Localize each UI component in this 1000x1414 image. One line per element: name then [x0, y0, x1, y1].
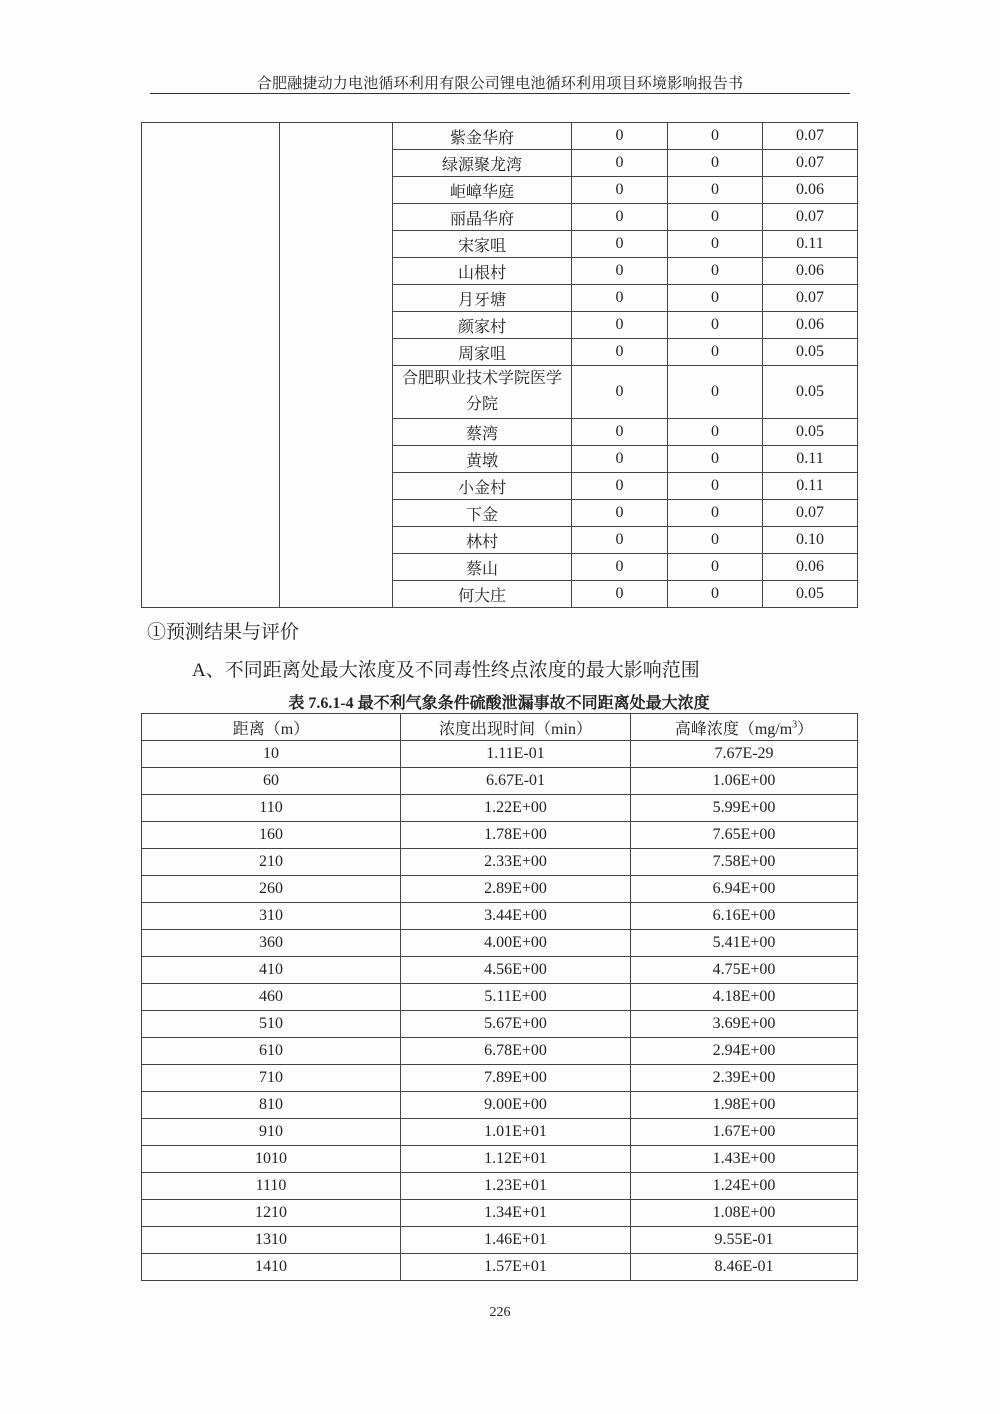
table-row — [142, 1092, 858, 1119]
value-3: 0.05 — [763, 581, 858, 608]
peak-cell: 7.58E+00 — [631, 849, 858, 876]
value-3: 0.05 — [763, 339, 858, 366]
peak-cell: 2.94E+00 — [631, 1038, 858, 1065]
table-row — [142, 795, 858, 822]
receptor-name: 紫金华府 — [393, 123, 572, 150]
time-cell: 1.78E+00 — [401, 822, 631, 849]
value-1: 0 — [572, 339, 668, 366]
time-cell: 1.11E-01 — [401, 741, 631, 768]
value-3: 0.06 — [763, 554, 858, 581]
header-rule — [150, 93, 850, 94]
value-2: 0 — [668, 177, 763, 204]
distance-cell: 360 — [142, 930, 401, 957]
table-row — [142, 1227, 858, 1254]
time-cell: 3.44E+00 — [401, 903, 631, 930]
blank-cell-b — [280, 123, 393, 608]
value-2: 0 — [668, 527, 763, 554]
receptor-name: 颜家村 — [393, 312, 572, 339]
distance-cell: 810 — [142, 1092, 401, 1119]
value-3: 0.11 — [763, 446, 858, 473]
header-distance: 距离（m） — [142, 714, 401, 741]
value-1: 0 — [572, 554, 668, 581]
receptor-name: 绿源聚龙湾 — [393, 150, 572, 177]
distance-cell: 1010 — [142, 1146, 401, 1173]
peak-cell: 6.94E+00 — [631, 876, 858, 903]
table-row — [142, 849, 858, 876]
time-cell: 1.46E+01 — [401, 1227, 631, 1254]
page-header: 合肥融捷动力电池循环利用有限公司锂电池循环利用项目环境影响报告书 — [256, 76, 744, 92]
value-2: 0 — [668, 339, 763, 366]
distance-cell: 410 — [142, 957, 401, 984]
peak-cell: 1.06E+00 — [631, 768, 858, 795]
max-concentration-table — [141, 713, 858, 1281]
table-caption: 表 7.6.1-4 最不利气象条件硫酸泄漏事故不同距离处最大浓度 — [288, 695, 710, 712]
blank-cell-a — [142, 123, 280, 608]
receptor-name: 岠嶂华庭 — [393, 177, 572, 204]
receptor-name: 月牙塘 — [393, 285, 572, 312]
table-row — [142, 741, 858, 768]
peak-cell: 7.67E-29 — [631, 741, 858, 768]
receptor-name: 下金 — [393, 500, 572, 527]
value-3: 0.11 — [763, 231, 858, 258]
value-3: 0.06 — [763, 258, 858, 285]
value-2: 0 — [668, 312, 763, 339]
table-row — [142, 957, 858, 984]
time-cell: 1.57E+01 — [401, 1254, 631, 1281]
value-1: 0 — [572, 500, 668, 527]
value-1: 0 — [572, 258, 668, 285]
peak-cell: 4.18E+00 — [631, 984, 858, 1011]
receptor-name: 何大庄 — [393, 581, 572, 608]
value-3: 0.05 — [763, 366, 858, 419]
value-1: 0 — [572, 312, 668, 339]
table-row — [142, 984, 858, 1011]
value-2: 0 — [668, 554, 763, 581]
time-cell: 9.00E+00 — [401, 1092, 631, 1119]
receptor-name: 合肥职业技术学院医学分院 — [393, 366, 572, 419]
table-row — [142, 903, 858, 930]
distance-cell: 510 — [142, 1011, 401, 1038]
time-cell: 1.23E+01 — [401, 1173, 631, 1200]
value-1: 0 — [572, 285, 668, 312]
distance-cell: 1410 — [142, 1254, 401, 1281]
peak-cell: 3.69E+00 — [631, 1011, 858, 1038]
distance-cell: 710 — [142, 1065, 401, 1092]
header-time: 浓度出现时间（min） — [401, 714, 631, 741]
peak-cell: 5.41E+00 — [631, 930, 858, 957]
value-2: 0 — [668, 231, 763, 258]
receptor-name: 林村 — [393, 527, 572, 554]
value-1: 0 — [572, 204, 668, 231]
distance-cell: 1310 — [142, 1227, 401, 1254]
value-3: 0.07 — [763, 500, 858, 527]
value-3: 0.11 — [763, 473, 858, 500]
time-cell: 1.01E+01 — [401, 1119, 631, 1146]
time-cell: 4.56E+00 — [401, 957, 631, 984]
table-row — [142, 1038, 858, 1065]
value-2: 0 — [668, 258, 763, 285]
value-2: 0 — [668, 419, 763, 446]
time-cell: 1.34E+01 — [401, 1200, 631, 1227]
value-2: 0 — [668, 150, 763, 177]
distance-cell: 210 — [142, 849, 401, 876]
value-3: 0.07 — [763, 123, 858, 150]
receptor-name: 周家咀 — [393, 339, 572, 366]
value-3: 0.10 — [763, 527, 858, 554]
value-2: 0 — [668, 473, 763, 500]
time-cell: 6.67E-01 — [401, 768, 631, 795]
receptor-name: 蔡湾 — [393, 419, 572, 446]
time-cell: 2.89E+00 — [401, 876, 631, 903]
time-cell: 7.89E+00 — [401, 1065, 631, 1092]
peak-cell: 1.08E+00 — [631, 1200, 858, 1227]
receptor-name: 小金村 — [393, 473, 572, 500]
subsection-heading: A、不同距离处最大浓度及不同毒性终点浓度的最大影响范围 — [192, 660, 700, 681]
table-row — [142, 822, 858, 849]
table-row — [142, 930, 858, 957]
distance-cell: 310 — [142, 903, 401, 930]
distance-cell: 260 — [142, 876, 401, 903]
value-1: 0 — [572, 366, 668, 419]
value-2: 0 — [668, 123, 763, 150]
distance-cell: 1210 — [142, 1200, 401, 1227]
value-1: 0 — [572, 123, 668, 150]
section-heading: ①预测结果与评价 — [147, 622, 300, 643]
time-cell: 4.00E+00 — [401, 930, 631, 957]
distance-cell: 460 — [142, 984, 401, 1011]
table-header-row — [142, 714, 858, 741]
value-3: 0.06 — [763, 312, 858, 339]
peak-cell: 6.16E+00 — [631, 903, 858, 930]
value-2: 0 — [668, 446, 763, 473]
table-row — [142, 1119, 858, 1146]
value-2: 0 — [668, 285, 763, 312]
table-row — [142, 1011, 858, 1038]
receptor-name: 黄墩 — [393, 446, 572, 473]
table-row — [142, 1173, 858, 1200]
value-1: 0 — [572, 177, 668, 204]
value-1: 0 — [572, 446, 668, 473]
value-3: 0.05 — [763, 419, 858, 446]
distance-cell: 10 — [142, 741, 401, 768]
table-row — [142, 1146, 858, 1173]
value-3: 0.07 — [763, 285, 858, 312]
table-row — [142, 123, 858, 150]
value-3: 0.06 — [763, 177, 858, 204]
value-1: 0 — [572, 527, 668, 554]
value-1: 0 — [572, 231, 668, 258]
receptor-name: 蔡山 — [393, 554, 572, 581]
time-cell: 5.67E+00 — [401, 1011, 631, 1038]
value-1: 0 — [572, 419, 668, 446]
distance-cell: 60 — [142, 768, 401, 795]
peak-cell: 4.75E+00 — [631, 957, 858, 984]
distance-cell: 1110 — [142, 1173, 401, 1200]
peak-cell: 8.46E-01 — [631, 1254, 858, 1281]
value-1: 0 — [572, 473, 668, 500]
value-3: 0.07 — [763, 204, 858, 231]
peak-cell: 5.99E+00 — [631, 795, 858, 822]
time-cell: 5.11E+00 — [401, 984, 631, 1011]
peak-cell: 1.43E+00 — [631, 1146, 858, 1173]
time-cell: 1.12E+01 — [401, 1146, 631, 1173]
value-2: 0 — [668, 204, 763, 231]
table-row — [142, 1254, 858, 1281]
receptor-name: 丽晶华府 — [393, 204, 572, 231]
table-row — [142, 1065, 858, 1092]
peak-cell: 1.24E+00 — [631, 1173, 858, 1200]
distance-cell: 910 — [142, 1119, 401, 1146]
value-1: 0 — [572, 150, 668, 177]
distance-cell: 160 — [142, 822, 401, 849]
distance-cell: 610 — [142, 1038, 401, 1065]
time-cell: 2.33E+00 — [401, 849, 631, 876]
value-2: 0 — [668, 581, 763, 608]
time-cell: 1.22E+00 — [401, 795, 631, 822]
table-row — [142, 876, 858, 903]
peak-cell: 1.98E+00 — [631, 1092, 858, 1119]
peak-cell: 9.55E-01 — [631, 1227, 858, 1254]
peak-cell: 7.65E+00 — [631, 822, 858, 849]
table-row — [142, 1200, 858, 1227]
value-2: 0 — [668, 500, 763, 527]
time-cell: 6.78E+00 — [401, 1038, 631, 1065]
value-3: 0.07 — [763, 150, 858, 177]
peak-cell: 1.67E+00 — [631, 1119, 858, 1146]
distance-cell: 110 — [142, 795, 401, 822]
value-2: 0 — [668, 366, 763, 419]
page-number: 226 — [489, 1305, 511, 1320]
header-peak: 高峰浓度$(mg/m^3)$ — [631, 714, 858, 741]
peak-cell: 2.39E+00 — [631, 1065, 858, 1092]
receptor-concentration-table — [141, 122, 858, 608]
receptor-name: 宋家咀 — [393, 231, 572, 258]
receptor-name: 山根村 — [393, 258, 572, 285]
table-row — [142, 768, 858, 795]
value-1: 0 — [572, 581, 668, 608]
